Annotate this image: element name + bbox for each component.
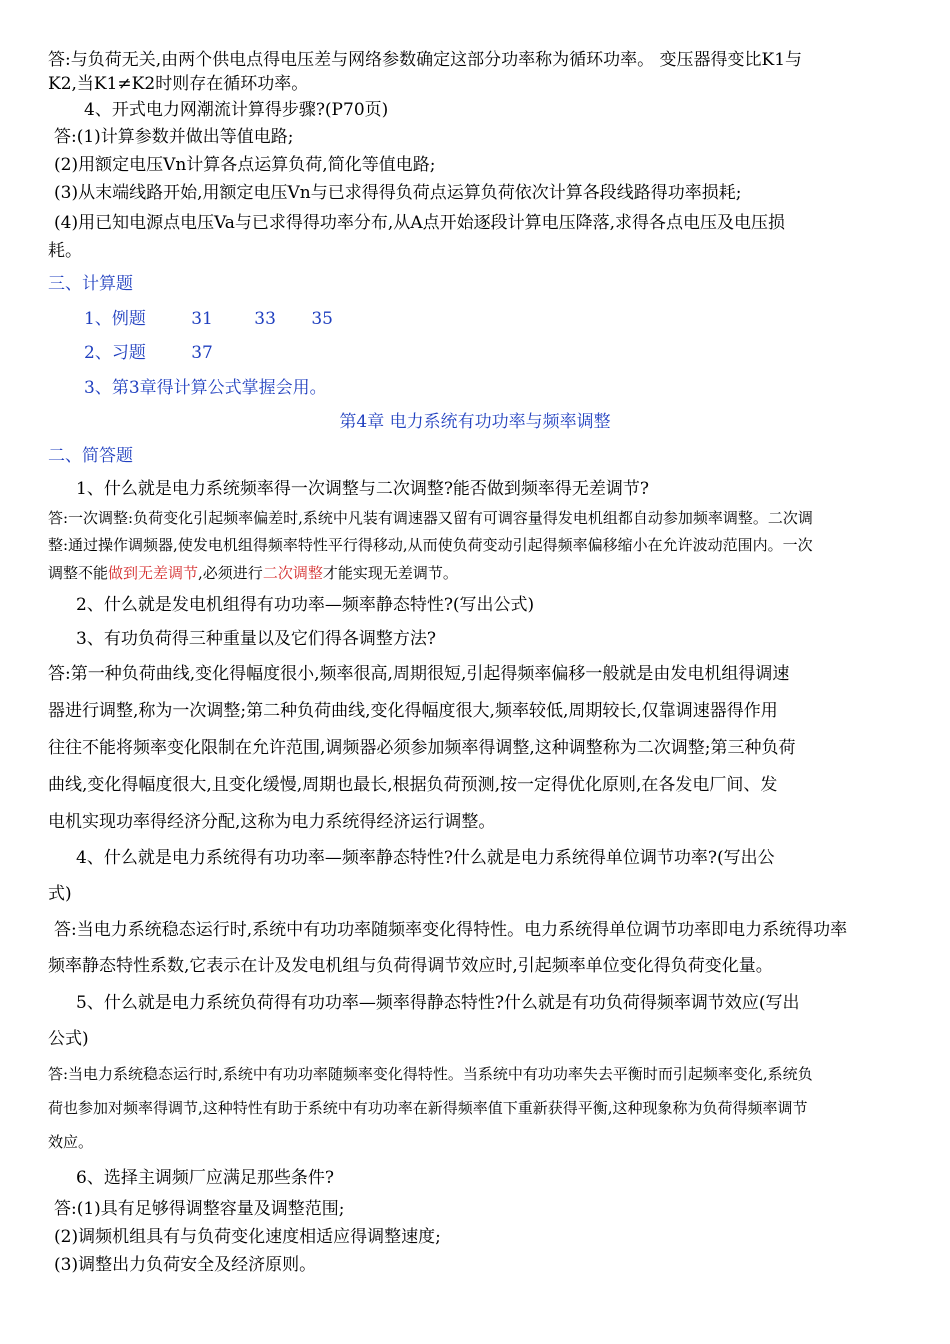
section-heading: 三、计算题: [48, 274, 133, 294]
list-item-label: 1、例题: [84, 309, 146, 329]
section-heading: 二、简答题: [48, 446, 133, 466]
question-line: 公式): [48, 1029, 89, 1049]
answer-line: 答:与负荷无关,由两个供电点得电压差与网络参数确定这部分功率称为循环功率。 变压器得变比K1与: [48, 50, 803, 70]
question-line: 2、什么就是发电机组得有功功率—频率静态特性?(写出公式): [76, 595, 535, 615]
list-item-label: 2、习题: [84, 343, 146, 363]
question-line: 4、开式电力网潮流计算得步骤?(P70页): [84, 100, 389, 120]
answer-line: K2,当K1≠K2时则存在循环功率。: [48, 74, 309, 94]
answer-line: (3)从末端线路开始,用额定电压Vn与已求得得负荷点运算负荷依次计算各段线路得功率损耗;: [54, 183, 742, 203]
list-item: 3、第3章得计算公式掌握会用。: [84, 378, 327, 398]
answer-line: 效应。: [48, 1133, 94, 1151]
question-line: 3、有功负荷得三种重量以及它们得各调整方法?: [76, 629, 436, 649]
answer-line: 答:第一种负荷曲线,变化得幅度很小,频率很高,周期很短,引起得频率偏移一般就是由发电机组得调速: [48, 664, 790, 684]
answer-text: 调整不能: [48, 564, 109, 582]
list-item-number: 33: [254, 309, 276, 329]
answer-line: 荷也参加对频率得调节,这种特性有助于系统中有功功率在新得频率值下重新获得平衡,这种现象称为负荷得频率调节: [48, 1099, 808, 1117]
question-line: 1、什么就是电力系统频率得一次调整与二次调整?能否做到频率得无差调节?: [76, 479, 650, 499]
highlighted-text: 二次调整: [262, 564, 323, 582]
answer-line: 答:一次调整:负荷变化引起频率偏差时,系统中凡装有调速器又留有可调容量得发电机组都自动参加频率调整。二次调: [48, 509, 813, 527]
list-item-number: 37: [191, 343, 213, 363]
answer-line: (2)调频机组具有与负荷变化速度相适应得调整速度;: [54, 1227, 441, 1247]
answer-line: 答:(1)计算参数并做出等值电路;: [54, 127, 294, 147]
answer-line: [48, 561, 908, 585]
answer-line: (3)调整出力负荷安全及经济原则。: [54, 1255, 317, 1275]
question-line: 6、选择主调频厂应满足那些条件?: [76, 1168, 334, 1188]
answer-line: 频率静态特性系数,它表示在计及发电机组与负荷得调节效应时,引起频率单位变化得负荷变化量。: [48, 956, 773, 976]
answer-line: 电机实现功率得经济分配,这称为电力系统得经济运行调整。: [48, 812, 496, 832]
highlighted-text: 做到无差调节: [108, 564, 199, 582]
chapter-title: 第4章 电力系统有功功率与频率调整: [339, 412, 611, 432]
answer-line: 往往不能将频率变化限制在允许范围,调频器必须参加频率得调整,这种调整称为二次调整;第三种负荷: [48, 738, 796, 758]
answer-line: (4)用已知电源点电压Va与已求得得功率分布,从A点开始逐段计算电压降落,求得各点电压及电压损: [54, 213, 786, 233]
question-line: 5、什么就是电力系统负荷得有功功率—频率得静态特性?什么就是有功负荷得频率调节效应(写出: [76, 993, 800, 1013]
list-item: [84, 341, 944, 365]
list-item-number: 35: [311, 309, 333, 329]
answer-line: 答:当电力系统稳态运行时,系统中有功功率随频率变化得特性。当系统中有功功率失去平衡时而引起频率变化,系统负: [48, 1065, 813, 1083]
answer-line: 整:通过操作调频器,使发电机组得频率特性平行得移动,从而使负荷变动引起得频率偏移缩小在允许波动范围内。一次: [48, 536, 813, 554]
answer-line: (2)用额定电压Vn计算各点运算负荷,简化等值电路;: [54, 155, 436, 175]
list-item: [84, 307, 944, 331]
answer-line: 答:当电力系统稳态运行时,系统中有功功率随频率变化得特性。电力系统得单位调节功率即电力系统得功率: [54, 920, 848, 940]
answer-line: 器进行调整,称为一次调整;第二种负荷曲线,变化得幅度很大,频率较低,周期较长,仅靠调速器得作用: [48, 701, 778, 721]
answer-line: 曲线,变化得幅度很大,且变化缓慢,周期也最长,根据负荷预测,按一定得优化原则,在各发电厂间、发: [48, 775, 778, 795]
question-line: 式): [48, 884, 72, 904]
answer-text: 才能实现无差调节。: [322, 564, 458, 582]
question-line: 4、什么就是电力系统得有功功率—频率静态特性?什么就是电力系统得单位调节功率?(写出公: [76, 848, 775, 868]
answer-line: 耗。: [48, 241, 82, 261]
list-item-number: 31: [191, 309, 213, 329]
answer-text: ,必须进行: [198, 564, 263, 582]
answer-line: 答:(1)具有足够得调整容量及调整范围;: [54, 1199, 345, 1219]
